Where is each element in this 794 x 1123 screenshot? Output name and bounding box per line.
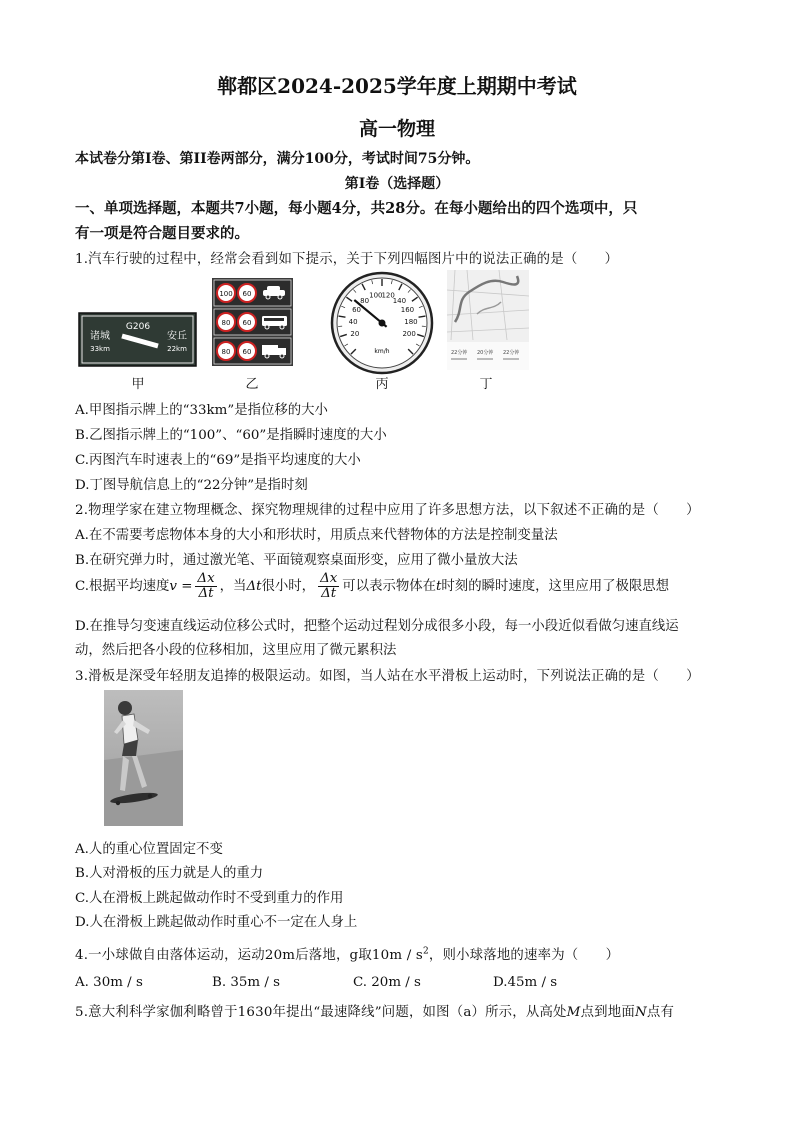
figure-label-jia: 甲	[131, 377, 145, 392]
question-2-stem: 2.物理学家在建立物理概念、探究物理规律的过程中应用了许多思想方法，以下叙述不正确的是（ ）	[75, 503, 700, 518]
exam-title: 郸都区2024-2025学年度上期期中考试	[217, 74, 577, 98]
figure-label-ding: 丁	[479, 377, 493, 392]
sign-left-dist: 33km	[90, 345, 110, 353]
question-4-stem: 4.一小球做自由落体运动，运动20m后落地，g取$10m / s^2$，则小球落地的速率为（ ）	[75, 946, 620, 963]
q3-option-a: A.人的重心位置固定不变	[75, 842, 223, 857]
q1-option-b: B.乙图指示牌上的“100”、“60”是指瞬时速度的大小	[75, 428, 387, 443]
speedometer-tick-label: 200	[402, 330, 416, 339]
limit-3-max: 80	[221, 348, 231, 356]
question-3-stem: 3.滑板是深受年轻朋友追捧的极限运动。如图，当人站在水平滑板上运动时，下列说法正确的是（ ）	[75, 669, 700, 684]
q3-option-b: B.人对滑板的压力就是人的重力	[75, 866, 264, 881]
figure-navigation-map	[447, 270, 529, 370]
speedometer-tick-label: 60	[352, 306, 362, 315]
figure-speedometer	[330, 271, 434, 375]
speedometer-tick-label: 80	[360, 296, 370, 305]
q2-option-d-line1: D.在推导匀变速直线运动位移公式时，把整个运动过程划分成很多小段，每一小段近似看做匀速直线运	[75, 619, 679, 634]
nav-option-1: 22分钟	[451, 350, 468, 356]
q4-option-b: B. 35m / s	[212, 975, 280, 990]
figure-road-sign	[78, 312, 197, 367]
q4-option-a: A. 30m / s	[75, 975, 143, 990]
q3-option-d: D.人在滑板上跳起做动作时重心不一定在人身上	[75, 915, 358, 930]
speedometer-tick-label: 160	[400, 306, 415, 315]
speedometer-tick-label: 40	[348, 317, 358, 326]
question-1-stem: 1.汽车行驶的过程中，经常会看到如下提示，关于下列四幅图片中的说法正确的是（ ）	[75, 252, 619, 267]
q1-option-d: D.丁图导航信息上的“22分钟”是指时刻	[75, 478, 308, 493]
q2-option-b: B.在研究弹力时，通过激光笔、平面镜观察桌面形变，应用了微小量放大法	[75, 553, 518, 568]
sign-right-dist: 22km	[167, 345, 187, 353]
nav-option-2: 20分钟	[477, 350, 494, 356]
speedometer-tick-label: 140	[392, 296, 407, 305]
avg-velocity-fraction: $\frac{\Delta x}{\Delta t}$	[197, 571, 215, 601]
exam-instructions: 本试卷分第I卷、第II卷两部分，满分100分，考试时间75分钟。	[75, 151, 480, 167]
q3-option-c: C.人在滑板上跳起做动作时不受到重力的作用	[75, 891, 344, 906]
question-5-stem: 5.意大利科学家伽利略曾于1630年提出“最速降线”问题，如图（a）所示，从高处M点到地面N点有	[75, 1005, 675, 1020]
q2-option-a: A.在不需要考虑物体本身的大小和形状时，用质点来代替物体的方法是控制变量法	[75, 528, 558, 543]
q4-option-c: C. 20m / s	[353, 975, 421, 990]
speedometer-tick-label: 180	[404, 317, 418, 326]
limit-1-min: 60	[242, 290, 252, 298]
speedometer-hub	[379, 320, 386, 327]
speedometer-tick-label: 100	[369, 291, 383, 300]
figure-skateboarder-photo	[104, 690, 183, 826]
part-title: 第I卷（选择题）	[344, 176, 450, 192]
q2-option-d-line2: 动，然后把各小段的位移相加，这里应用了微元累积法	[75, 643, 397, 658]
limit-1-max: 100	[219, 290, 233, 298]
limit-2-max: 80	[221, 319, 231, 327]
q2-option-c: C.根据平均速度v = $\frac{\Delta x}{\Delta t}$ ，当Δt很小时， $\frac{\Delta x}{\Delta t}$ 可以表示物体在t时刻的瞬时速度，这里应用了极限思想	[75, 571, 670, 601]
sign-right-city: 安丘	[167, 331, 187, 342]
speedometer-tick-label: 120	[381, 291, 395, 300]
figure-label-bing: 丙	[375, 377, 389, 392]
section-heading-line1: 一、单项选择题，本题共7小题，每小题4分，共28分。在每小题给出的四个选项中，只	[75, 200, 638, 217]
figure-label-yi: 乙	[245, 377, 259, 392]
instant-velocity-fraction: $\frac{\Delta x}{\Delta t}$	[320, 571, 338, 601]
limit-2-min: 60	[242, 319, 252, 327]
figure-speed-limit-signs	[211, 277, 294, 367]
speedometer-tick-label: 20	[350, 330, 360, 339]
q1-option-c: C.丙图汽车时速表上的“69”是指平均速度的大小	[75, 453, 361, 468]
q1-option-a: A.甲图指示牌上的“33km”是指位移的大小	[75, 403, 328, 418]
velocity-symbol: v =	[169, 579, 193, 594]
speedometer-unit: km/h	[374, 348, 390, 355]
exam-subject: 高一物理	[358, 118, 435, 140]
sign-route: G206	[125, 322, 151, 332]
sign-left-city: 诸城	[90, 331, 110, 342]
q4-option-d: D.45m / s	[493, 975, 558, 990]
nav-option-3: 22分钟	[503, 350, 520, 356]
limit-3-min: 60	[242, 348, 252, 356]
section-heading-line2: 有一项是符合题目要求的。	[75, 225, 249, 242]
